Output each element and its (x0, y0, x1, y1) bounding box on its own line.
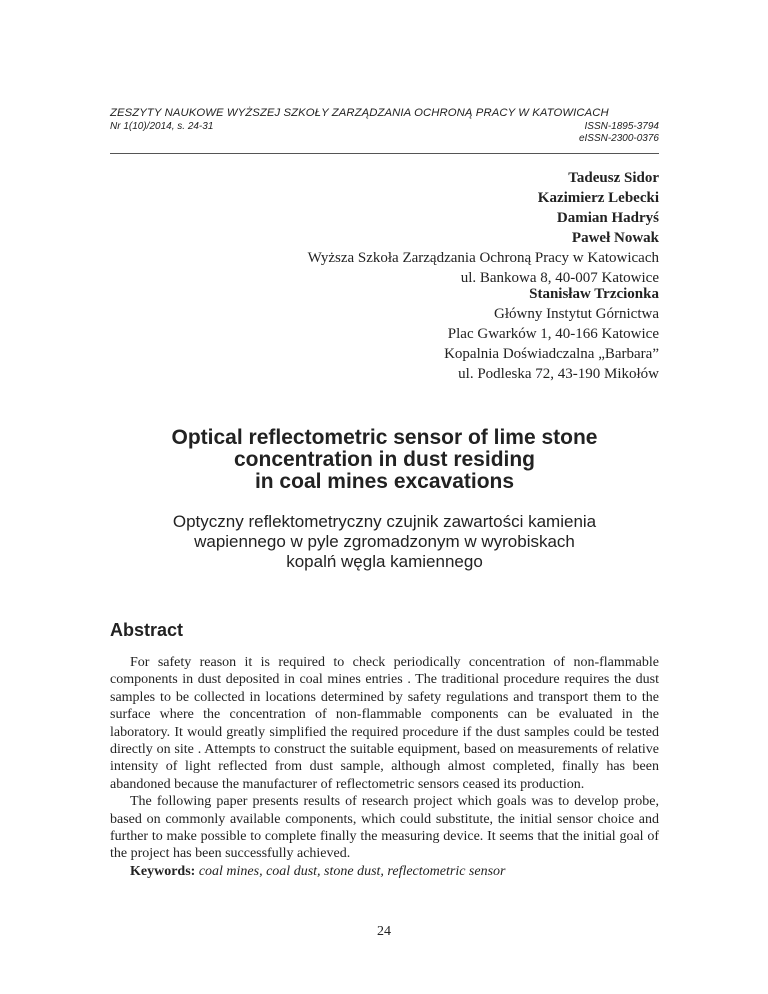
issn-block (579, 121, 659, 145)
author-affiliation: Kopalnia Doświadczalna „Barbara” (444, 346, 659, 362)
paper-title: Optical reflectometric sensor of lime stone concentration in dust residing in coal mines excavations (171, 426, 598, 493)
author-name: Stanisław Trzcionka (529, 286, 659, 302)
issn: ISSN-1895-3794 (584, 121, 659, 132)
keywords-label: Keywords: (130, 863, 196, 879)
page-number: 24 (377, 924, 391, 939)
authors-group-1 (308, 168, 659, 288)
issue-info: Nr 1(10)/2014, s. 24-31 (110, 121, 214, 132)
author-name: Paweł Nowak (571, 230, 659, 246)
author-address: ul. Podleska 72, 43-190 Mikołów (458, 366, 659, 382)
author-name: Damian Hadryś (556, 210, 659, 226)
journal-header (110, 107, 659, 145)
author-affiliation: Główny Instytut Górnictwa (494, 306, 659, 322)
header-divider (110, 153, 659, 154)
keywords-list: coal mines, coal dust, stone dust, reflectometric sensor (198, 863, 506, 879)
keywords-line (110, 863, 659, 880)
author-address: ul. Bankowa 8, 40-007 Katowice (460, 270, 659, 286)
abstract-paragraph: For safety reason it is required to check periodically concentration of non-flammable components in dust deposited in coal mines entries . The traditional procedure requires the dust samples to be collected in locations determined by safety regulations and transport them to the surface where the concentration of non-flammable components can be evaluated in the laboratory. It would greatly simplified the required procedure if the dust samples could be tested directly on site . Attempts to construct the suitable equipment, based on measurements of relative intensity of light reflected from dust sample, although almost completed, finally has been abandoned because the manufacturer of reflectometric sensors ceased its production. (110, 655, 659, 792)
authors-group-2 (444, 284, 659, 384)
journal-meta (110, 121, 659, 145)
journal-title: ZESZYTY NAUKOWE WYŻSZEJ SZKOŁY ZARZĄDZANIA OCHRONĄ PRACY W KATOWICACH (110, 107, 609, 119)
author-name: Kazimierz Lebecki (537, 190, 659, 206)
eissn: eISSN-2300-0376 (578, 133, 659, 144)
author-address: Plac Gwarków 1, 40-166 Katowice (447, 326, 659, 342)
abstract-heading: Abstract (110, 620, 184, 640)
abstract-body (110, 654, 659, 880)
author-name: Tadeusz Sidor (568, 170, 659, 186)
abstract-paragraph: The following paper presents results of research project which goals was to develop probe, based on commonly available components, which could substitute, the initial sensor choice and further to make possible to complete finally the measuring device. It seems that the initial goal of the project has been successfully achieved. (110, 794, 659, 862)
paper-subtitle-polish: Optyczny reflektometryczny czujnik zawartości kamienia wapiennego w pyle zgromadzonym w wyrobiskach kopalń węgla kamiennego (172, 512, 597, 571)
author-affiliation: Wyższa Szkoła Zarządzania Ochroną Pracy w Katowicach (307, 250, 659, 266)
